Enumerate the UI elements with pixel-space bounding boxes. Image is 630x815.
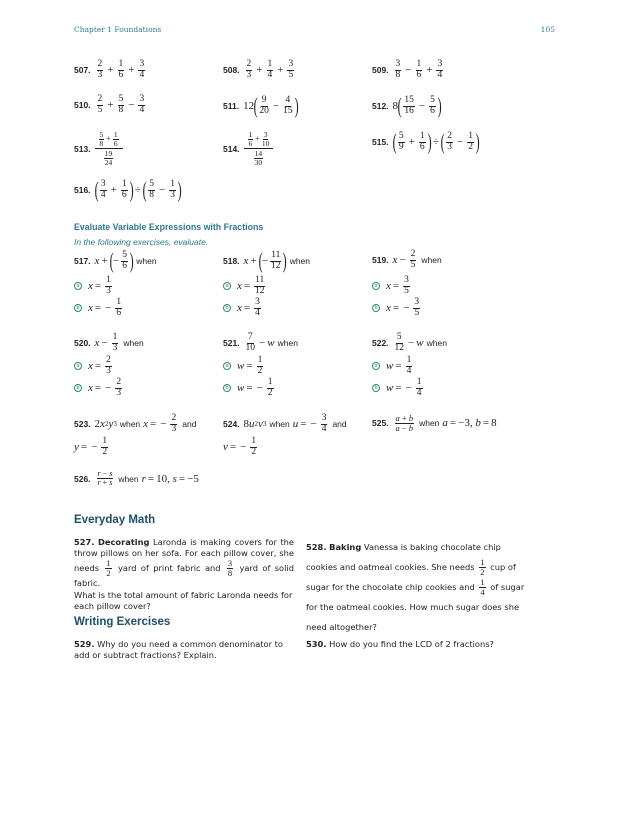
exercise-number: 529. <box>74 639 95 649</box>
exercise-text: of sugar for the oatmeal cookies. How much sugar does she need altogether? <box>306 582 525 632</box>
math-expression: w = $\frac{1}{2}$ <box>237 355 263 376</box>
math-expression: 2 3 + $\frac{1}{6}$ + $\frac{3}{4}$ <box>97 59 145 80</box>
exercise-number: 507. <box>74 65 91 76</box>
math-expression: x = $\frac{2}{3}$ <box>88 355 111 376</box>
exercise-number: 516. <box>74 185 91 195</box>
exercise-text: Laronda is making covers for the throw pillows on her sofa. For each pillow cover, she needs <box>74 537 295 573</box>
exercise-516 <box>74 179 181 201</box>
math-expression: y = − $\frac{1}{2}$ <box>74 436 108 457</box>
exercise-number: 525. <box>372 418 389 429</box>
part-a <box>74 276 114 297</box>
exercise-526 <box>74 470 199 488</box>
exercise-527: 527. Decorating Laronda is making covers for the throw pillows on her sofa. For each pillow cover, she needs $\frac{1}{2}$ yard of print fabric and $\frac{3}{8}$ yard of solid fabric. <box>74 537 295 588</box>
exercise-512 <box>372 95 441 117</box>
exercise-number: 512. <box>372 101 389 111</box>
exercise-521 <box>223 333 301 354</box>
when-label: when <box>269 419 290 430</box>
when-label: when <box>123 338 144 349</box>
exercise-524 <box>223 414 350 435</box>
exercise-515 <box>372 131 479 153</box>
exercise-520 <box>74 333 147 354</box>
part-b <box>372 298 422 319</box>
part-a <box>223 356 265 377</box>
part-a <box>372 356 414 377</box>
exercise-number: 519. <box>372 255 389 266</box>
math-expression: 2 5 + $\frac{5}{8}$ − $\frac{3}{4}$ <box>97 94 145 115</box>
part-a-icon: a <box>223 362 231 370</box>
math-expression: x − $\frac{1}{3}$ <box>94 332 118 353</box>
exercise-number: 524. <box>223 419 240 430</box>
part-b <box>372 378 425 399</box>
part-b-icon: b <box>372 384 380 392</box>
exercise-number: 517. <box>74 256 91 266</box>
part-b <box>223 378 276 399</box>
part-b-icon: b <box>372 304 380 312</box>
math-expression: 3 8 − $\frac{1}{6}$ + $\frac{3}{4}$ <box>395 59 443 80</box>
exercise-number: 514. <box>223 143 240 154</box>
math-expression: x − $\frac{2}{5}$ <box>392 249 416 270</box>
exercise-number: 511. <box>223 101 240 111</box>
writing-exercises-heading: Writing Exercises <box>74 616 171 628</box>
section-title: Evaluate Variable Expressions with Fractions <box>74 222 264 232</box>
exercise-508 <box>223 60 296 81</box>
exercise-text: Why do you need a common denominator to add or subtract fractions? Explain. <box>74 639 284 660</box>
exercise-number: 528. <box>306 542 327 552</box>
exercise-text: yard of solid fabric. <box>74 562 294 588</box>
math-expression: x = − $\frac{2}{3}$ <box>88 377 122 398</box>
part-b <box>74 298 124 319</box>
when-label: when <box>119 419 141 430</box>
exercise-number: 508. <box>223 65 240 76</box>
exercise-514 <box>223 131 273 167</box>
exercise-524-cont <box>223 437 259 458</box>
page-number: 105 <box>540 25 555 34</box>
exercise-number: 530. <box>306 639 327 649</box>
part-a <box>223 276 267 297</box>
exercise-528: 528. Baking Vanessa is baking chocolate chip cookies and oatmeal cookies. She needs $\frac{1}{2}$ cup of sugar for the chocolate chip cookies and $\frac{1}{4}$ of sugar for the oatmeal cookies. How much sugar does she need altogether? <box>306 542 525 632</box>
part-a-icon: a <box>372 282 380 290</box>
math-expression: x = $\frac{11}{12}$ <box>237 275 265 296</box>
exercise-number: 515. <box>372 137 389 147</box>
math-expression: 5 8 + $\frac{1}{6}$ 19 24 <box>95 131 123 167</box>
when-label: when <box>289 256 311 266</box>
part-b-icon: b <box>74 304 82 312</box>
math-expression: u = − $\frac{3}{4}$ <box>292 413 327 434</box>
math-expression: x + ( − 11 12 ) <box>243 248 288 273</box>
exercise-number: 521. <box>223 338 240 349</box>
exercise-510 <box>74 95 147 116</box>
exercise-523 <box>74 414 199 435</box>
chapter-header: Chapter 1 Foundations <box>74 25 162 34</box>
exercise-text: cup of sugar for the chocolate chip cookies and <box>306 562 516 592</box>
math-expression: ( 3 4 + $\frac{1}{6}$ ) ÷ ( 5 8 − $\frac{1}{3}$ ) <box>94 177 182 202</box>
math-expression: 8 u 2 v 3 <box>243 418 267 431</box>
exercise-519 <box>372 250 445 271</box>
exercise-number: 526. <box>74 473 91 484</box>
and-label: and <box>182 419 197 430</box>
part-b-icon: b <box>223 384 231 392</box>
math-expression: a = −3, b = 8 <box>442 417 497 430</box>
exercise-522 <box>372 333 450 354</box>
exercise-number: 523. <box>74 419 91 430</box>
when-label: when <box>277 338 298 349</box>
when-label: when <box>419 418 440 429</box>
exercise-number: 520. <box>74 338 91 349</box>
math-expression: v = − $\frac{1}{2}$ <box>223 436 257 457</box>
when-label: when <box>118 473 139 484</box>
everyday-math-heading: Everyday Math <box>74 514 156 526</box>
part-a-icon: a <box>372 362 380 370</box>
part-a <box>74 356 114 377</box>
exercise-number: 518. <box>223 256 240 266</box>
math-expression: x = − $\frac{3}{5}$ <box>386 297 420 318</box>
part-b <box>223 298 263 319</box>
part-a-icon: a <box>74 282 82 290</box>
exercise-527-question: What is the total amount of fabric Laronda needs for each pillow cover? <box>74 590 293 611</box>
exercise-511 <box>223 95 298 117</box>
math-expression: 12 ( 9 20 − $\frac{4}{15}$ ) <box>243 93 299 118</box>
when-label: when <box>426 338 447 349</box>
exercise-509 <box>372 60 445 81</box>
part-b <box>74 378 124 399</box>
math-expression: x = $\frac{3}{4}$ <box>237 297 260 318</box>
math-expression: a + b a − b <box>395 413 414 433</box>
exercise-518 <box>223 250 313 272</box>
math-expression: 2 x 2 y 3 <box>94 418 117 431</box>
part-a <box>372 276 412 297</box>
exercise-text: Vanessa is baking chocolate chip cookies and oatmeal cookies. She needs <box>306 542 501 572</box>
math-expression: x = $\frac{3}{5}$ <box>386 275 409 296</box>
math-expression: r − s r + s <box>97 469 113 488</box>
math-expression: w = $\frac{1}{4}$ <box>386 355 412 376</box>
math-expression: x = − $\frac{1}{6}$ <box>88 297 122 318</box>
math-expression: 7 10 − w <box>245 332 275 353</box>
exercise-number: 522. <box>372 338 389 349</box>
exercise-text: How do you find the LCD of 2 fractions? <box>329 639 494 649</box>
math-expression: w = − $\frac{1}{4}$ <box>386 377 422 398</box>
part-b-icon: b <box>223 304 231 312</box>
and-label: and <box>332 419 347 430</box>
part-b-icon: b <box>74 384 82 392</box>
exercise-text: yard of print fabric and <box>118 562 221 573</box>
math-expression: 8 ( 15 16 − $\frac{5}{6}$ ) <box>392 93 442 118</box>
exercise-number: 509. <box>372 65 389 76</box>
exercise-number: 527. <box>74 537 95 547</box>
exercise-523-cont <box>74 437 110 458</box>
math-expression: x = $\frac{1}{3}$ <box>88 275 111 296</box>
exercise-525 <box>372 414 497 433</box>
math-expression: w = − $\frac{1}{2}$ <box>237 377 273 398</box>
exercise-517 <box>74 250 160 272</box>
exercise-number: 513. <box>74 143 91 154</box>
exercise-number: 510. <box>74 100 91 111</box>
when-label: when <box>421 255 442 266</box>
exercise-529 <box>74 639 294 661</box>
part-a-icon: a <box>74 362 82 370</box>
math-expression: r = 10, s = −5 <box>141 472 199 485</box>
exercise-507 <box>74 60 147 81</box>
exercise-513 <box>74 131 123 167</box>
exercise-label: Baking <box>329 542 362 552</box>
math-expression: ( 5 9 + $\frac{1}{6}$ ) ÷ ( 2 3 − $\frac{1}{2}$ ) <box>392 129 480 154</box>
math-expression: 1 6 + $\frac{3}{10}$ 14 30 <box>244 131 274 167</box>
exercise-530 <box>306 639 528 650</box>
math-expression: 2 3 + $\frac{1}{4}$ + $\frac{3}{5}$ <box>246 59 294 80</box>
math-expression: 5 12 − w <box>394 332 424 353</box>
section-instruction: In the following exercises, evaluate. <box>74 237 209 247</box>
when-label: when <box>136 256 157 266</box>
math-expression: x = − $\frac{2}{3}$ <box>143 413 177 434</box>
exercise-label: Decorating <box>98 537 150 547</box>
part-a-icon: a <box>223 282 231 290</box>
math-expression: x + ( − 5 6 ) <box>94 248 134 273</box>
